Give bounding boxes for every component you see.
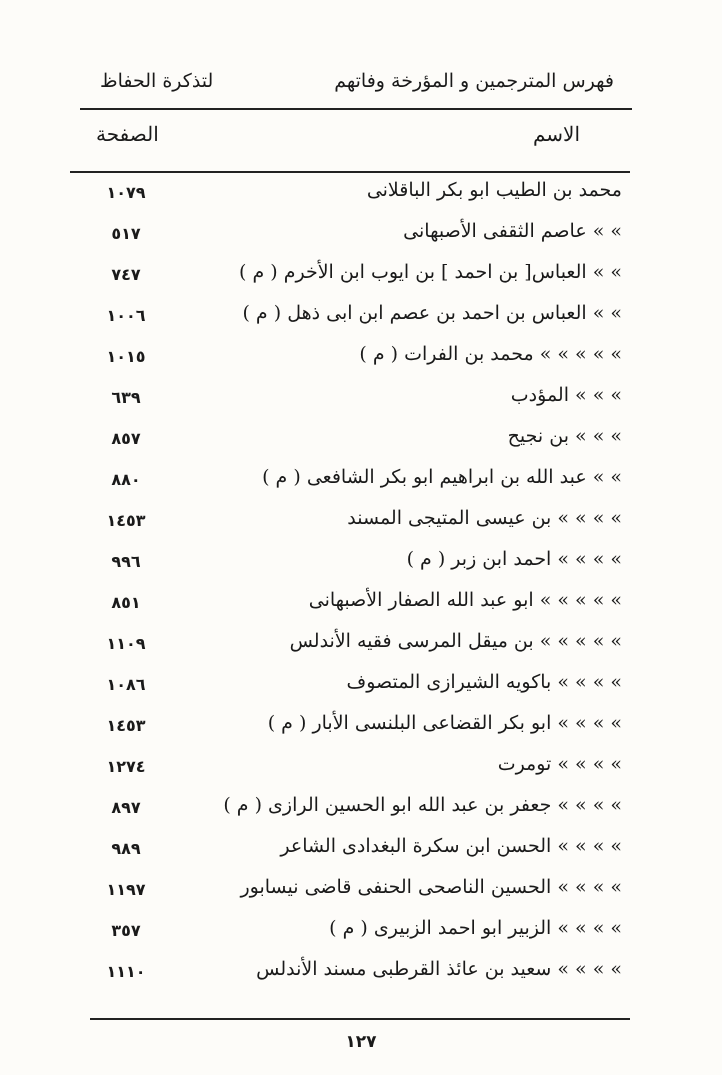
index-row <box>78 421 622 462</box>
entry-name: » » » » تومرت <box>497 753 622 775</box>
entry-page: ٨٥٧ <box>111 429 141 448</box>
entry-name: » » » » » بن ميقل المرسى فقيه الأندلس <box>289 630 622 652</box>
column-header-page: الصفحة <box>96 122 159 146</box>
entry-name: » » » » الحسين الناصحى الحنفى قاضى نيسابور <box>240 876 622 898</box>
entry-page: ٨٥١ <box>111 593 141 612</box>
index-row <box>78 749 622 790</box>
entry-name: » » » » احمد ابن زبر ( م ) <box>406 548 622 570</box>
entry-page: ٣٥٧ <box>111 921 141 940</box>
header-rule <box>80 108 632 110</box>
entry-name: » » عبد الله بن ابراهيم ابو بكر الشافعى ( م ) <box>262 466 622 488</box>
entry-page: ١١٠٩ <box>106 634 146 653</box>
index-row <box>78 913 622 954</box>
index-row <box>78 216 622 257</box>
index-row <box>78 298 622 339</box>
running-head-book-title: لتذكرة الحفاظ <box>100 70 214 92</box>
entry-name: » » » بن نجيح <box>507 425 622 447</box>
index-row <box>78 503 622 544</box>
column-header-rule <box>70 171 630 173</box>
index-row <box>78 790 622 831</box>
entry-name: » » عاصم الثقفى الأصبهانى <box>403 220 622 242</box>
running-head-title: فهرس المترجمين و المؤرخة وفاتهم <box>334 70 614 92</box>
entry-page: ١٤٥٣ <box>106 511 146 530</box>
footer-rule <box>90 1018 630 1020</box>
running-head <box>100 70 614 106</box>
entry-name: » » » » باكويه الشيرازى المتصوف <box>346 671 622 693</box>
entry-name: » » » » الزبير ابو احمد الزبيرى ( م ) <box>329 917 622 939</box>
index-entries <box>78 175 622 995</box>
entry-page: ٨٨٠ <box>111 470 141 489</box>
index-row <box>78 872 622 913</box>
entry-page: ١١٩٧ <box>106 880 146 899</box>
entry-page: ١٠٠٦ <box>106 306 146 325</box>
entry-name: » » العباس بن احمد بن عصم ابن ابى ذهل ( م ) <box>242 302 622 324</box>
page-number: ١٢٧ <box>345 1032 377 1052</box>
entry-name: » » » » » ابو عبد الله الصفار الأصبهانى <box>308 589 622 611</box>
entry-page: ٩٨٩ <box>111 839 141 858</box>
entry-name: » » » المؤدب <box>510 384 622 406</box>
entry-name: محمد بن الطيب ابو بكر الباقلانى <box>366 179 622 201</box>
entry-page: ٥١٧ <box>111 224 141 243</box>
index-row <box>78 831 622 872</box>
column-header-name: الاسم <box>532 122 580 146</box>
index-row <box>78 462 622 503</box>
index-row <box>78 626 622 667</box>
entry-page: ١٤٥٣ <box>106 716 146 735</box>
index-row <box>78 339 622 380</box>
entry-name: » » » » جعفر بن عبد الله ابو الحسين الرازى ( م ) <box>223 794 622 816</box>
entry-page: ١٠١٥ <box>106 347 146 366</box>
entry-name: » » » » بن عيسى المتيجى المسند <box>347 507 622 529</box>
index-row <box>78 175 622 216</box>
entry-page: ٨٩٧ <box>111 798 141 817</box>
entry-page: ١٠٧٩ <box>106 183 146 202</box>
index-row <box>78 544 622 585</box>
entry-page: ٧٤٧ <box>111 265 141 284</box>
entry-name: » » » » سعيد بن عائذ القرطبى مسند الأندلس <box>256 958 622 980</box>
index-row <box>78 954 622 995</box>
entry-page: ١١١٠ <box>106 962 146 981</box>
entry-page: ٩٩٦ <box>111 552 141 571</box>
entry-name: » » » » الحسن ابن سكرة البغدادى الشاعر <box>280 835 622 857</box>
entry-page: ٦٣٩ <box>111 388 141 407</box>
entry-page: ١٢٧٤ <box>106 757 146 776</box>
entry-page: ١٠٨٦ <box>106 675 146 694</box>
entry-name: » » » » » محمد بن الفرات ( م ) <box>359 343 622 365</box>
index-row <box>78 380 622 421</box>
entry-name: » » العباس[ بن احمد ] بن ايوب ابن الأخرم ( م ) <box>239 261 622 283</box>
index-row <box>78 708 622 749</box>
index-row <box>78 585 622 626</box>
index-row <box>78 667 622 708</box>
index-row <box>78 257 622 298</box>
entry-name: » » » » ابو بكر القضاعى البلنسى الأبار ( م ) <box>267 712 622 734</box>
